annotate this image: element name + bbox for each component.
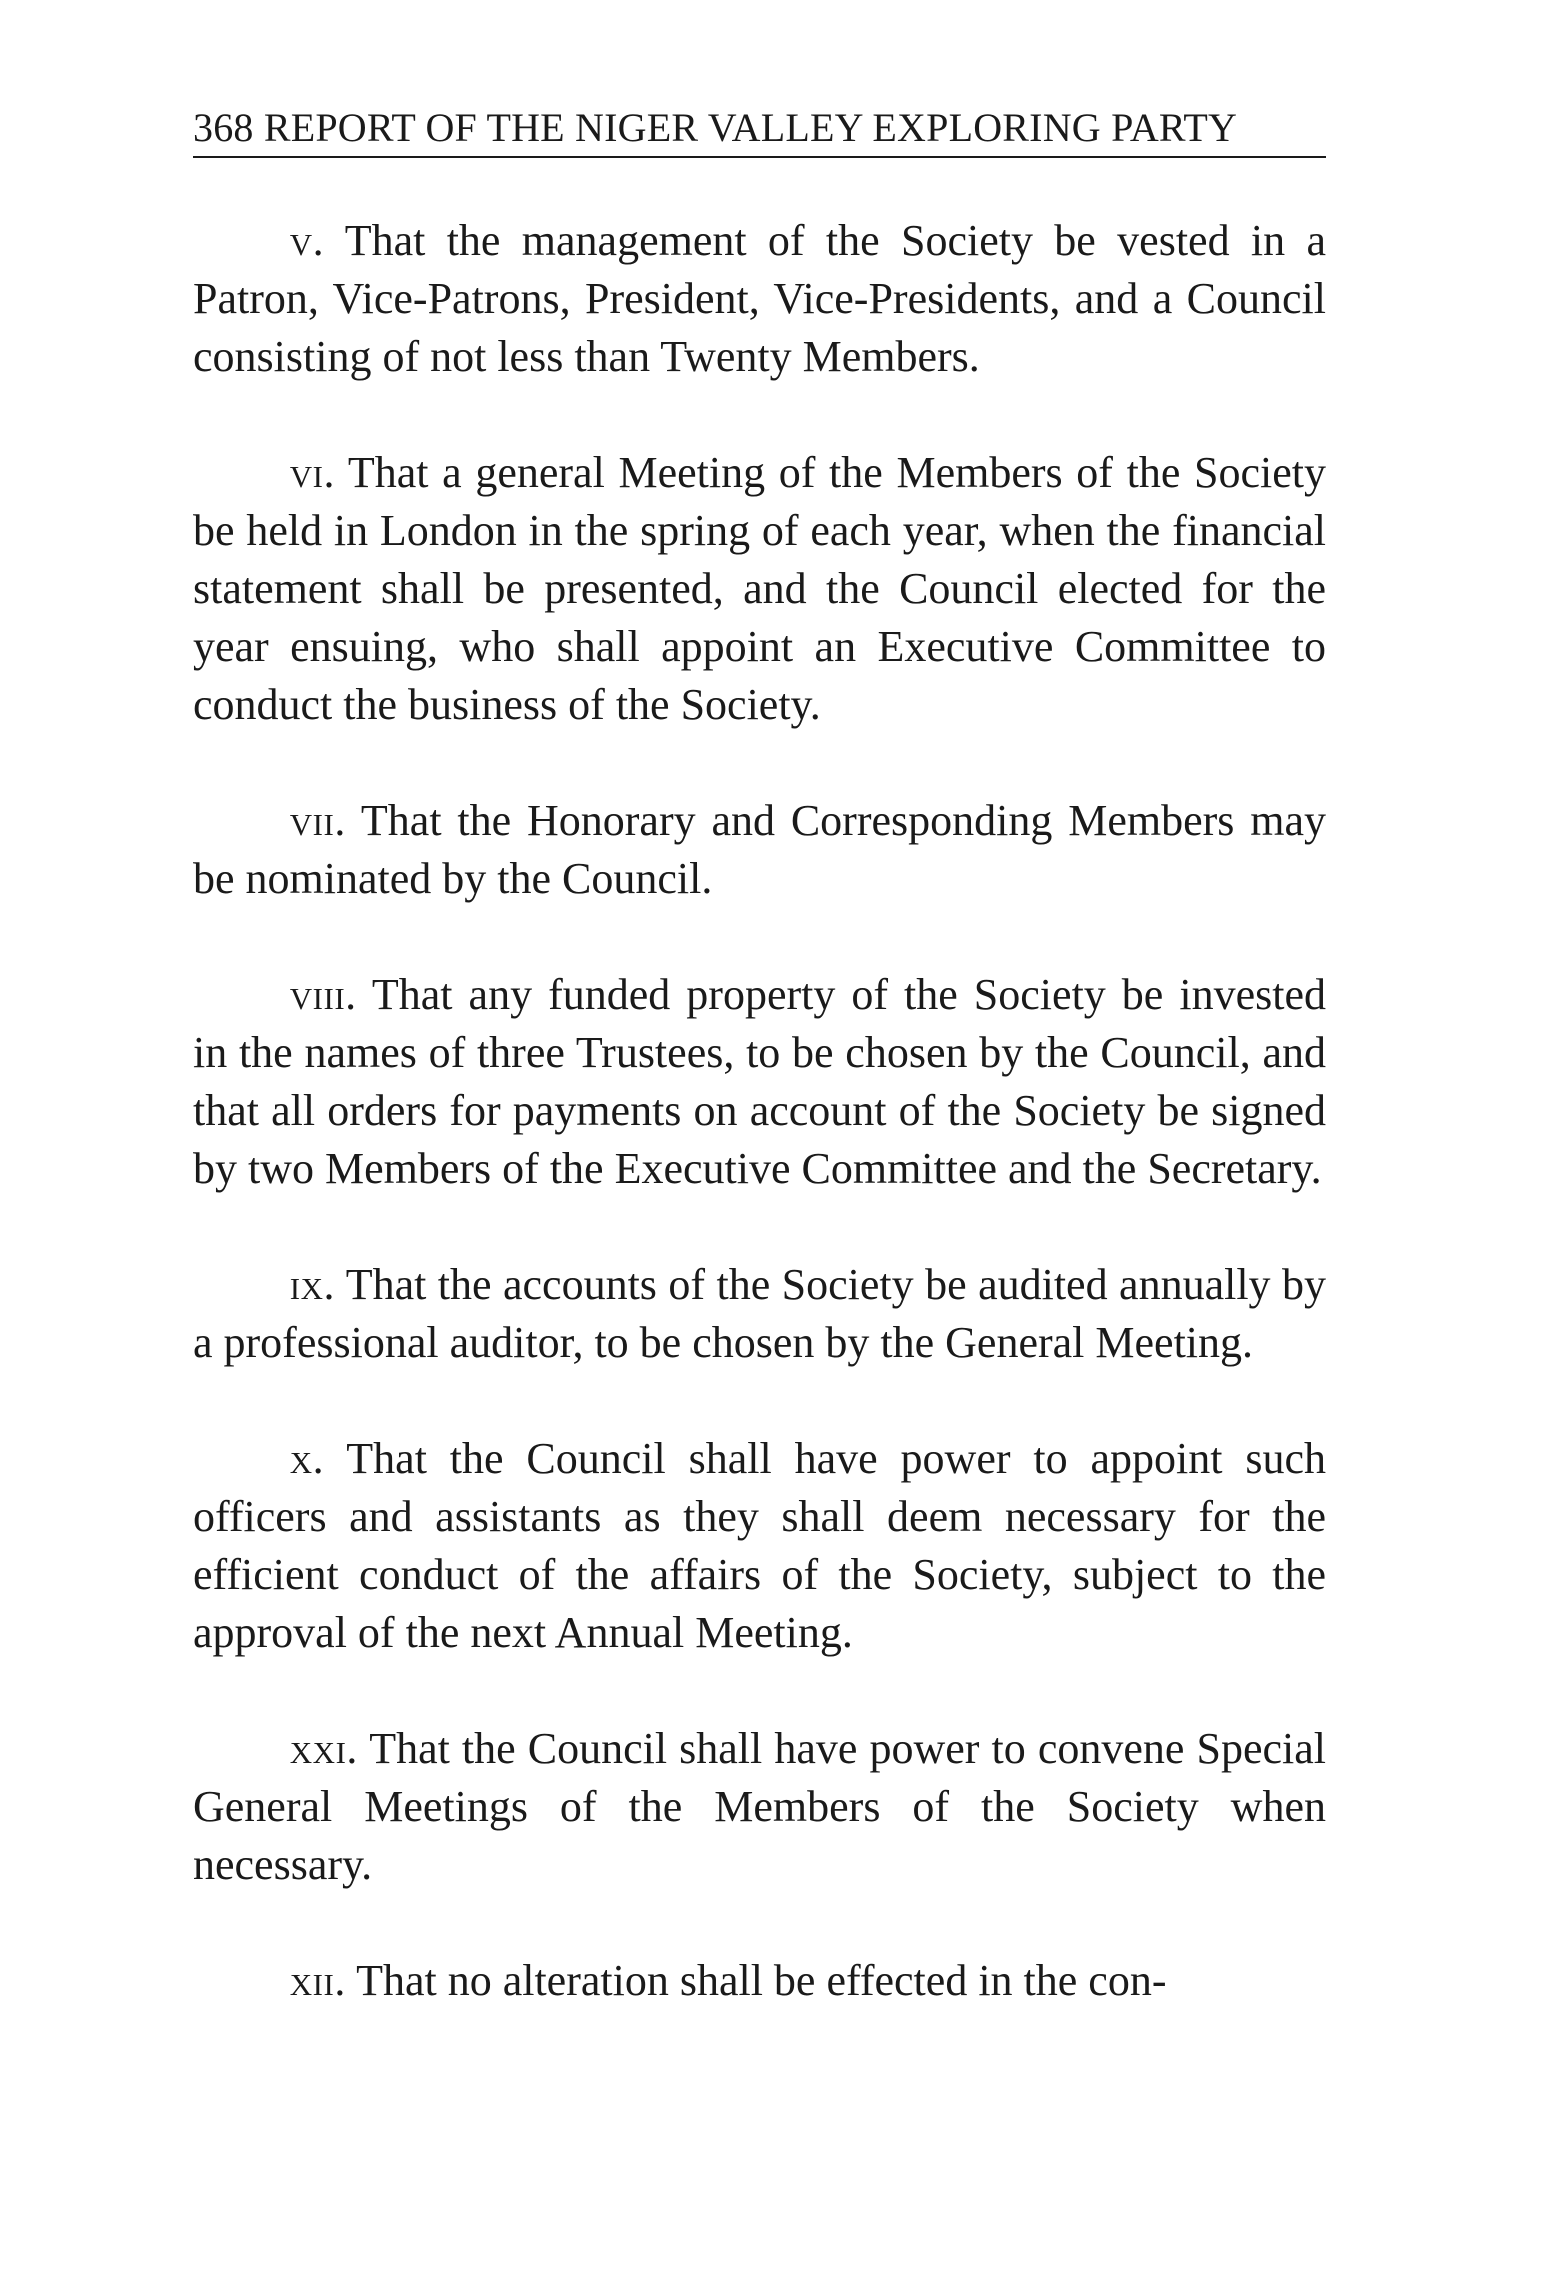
section-numeral: xxi. — [289, 1724, 358, 1773]
paragraph-vi — [193, 444, 1326, 734]
paragraph-viii — [193, 966, 1326, 1198]
section-numeral: xii. — [289, 1956, 346, 2005]
paragraph-text: That the Honorary and Corresponding Members may be nominated by the Council. — [193, 796, 1326, 903]
header-rule — [193, 156, 1326, 158]
page-number: 368 — [193, 105, 254, 150]
running-title: REPORT OF THE NIGER VALLEY EXPLORING PARTY — [263, 105, 1238, 150]
paragraph-vii — [193, 792, 1326, 908]
page-body — [193, 212, 1326, 2010]
paragraph-text: That the Council shall have power to appoint such officers and assistants as they shall deem necessary for the efficient conduct of the affairs of the Society, subject to the approval of the next Annual Meeting. — [193, 1434, 1326, 1657]
section-numeral: vii. — [289, 796, 346, 845]
paragraph-xii — [193, 1952, 1326, 2010]
section-numeral: ix. — [289, 1260, 336, 1309]
paragraph-text: That no alteration shall be effected in the con- — [356, 1956, 1167, 2005]
paragraph-text: That any funded property of the Society be invested in the names of three Trustees, to be chosen by the Council, and that all orders for payments on account of the Society be signed by two Members of the Executive Committee and the Secretary. — [193, 970, 1326, 1193]
section-numeral: vi. — [289, 448, 336, 497]
paragraph-text: That the accounts of the Society be audited annually by a professional auditor, to be chosen by the General Meeting. — [193, 1260, 1327, 1367]
paragraph-x — [193, 1430, 1326, 1662]
section-numeral: v. — [289, 216, 325, 265]
paragraph-text: That the management of the Society be vested in a Patron, Vice-Patrons, President, Vice-Presidents, and a Council consisting of not less than Twenty Members. — [193, 216, 1326, 381]
book-page — [193, 104, 1326, 2010]
paragraph-text: That the Council shall have power to convene Special General Meetings of the Members of the Society when necessary. — [193, 1724, 1326, 1889]
paragraph-v — [193, 212, 1326, 386]
running-head — [193, 104, 1326, 156]
section-numeral: viii. — [289, 970, 357, 1019]
section-numeral: x. — [289, 1434, 325, 1483]
paragraph-xxi — [193, 1720, 1326, 1894]
paragraph-text: That a general Meeting of the Members of the Society be held in London in the spring of each year, when the financial statement shall be presented, and the Council elected for the year ensuing, who shall appoint an Executive Committee to conduct the business of the Society. — [193, 448, 1326, 729]
paragraph-ix — [193, 1256, 1326, 1372]
